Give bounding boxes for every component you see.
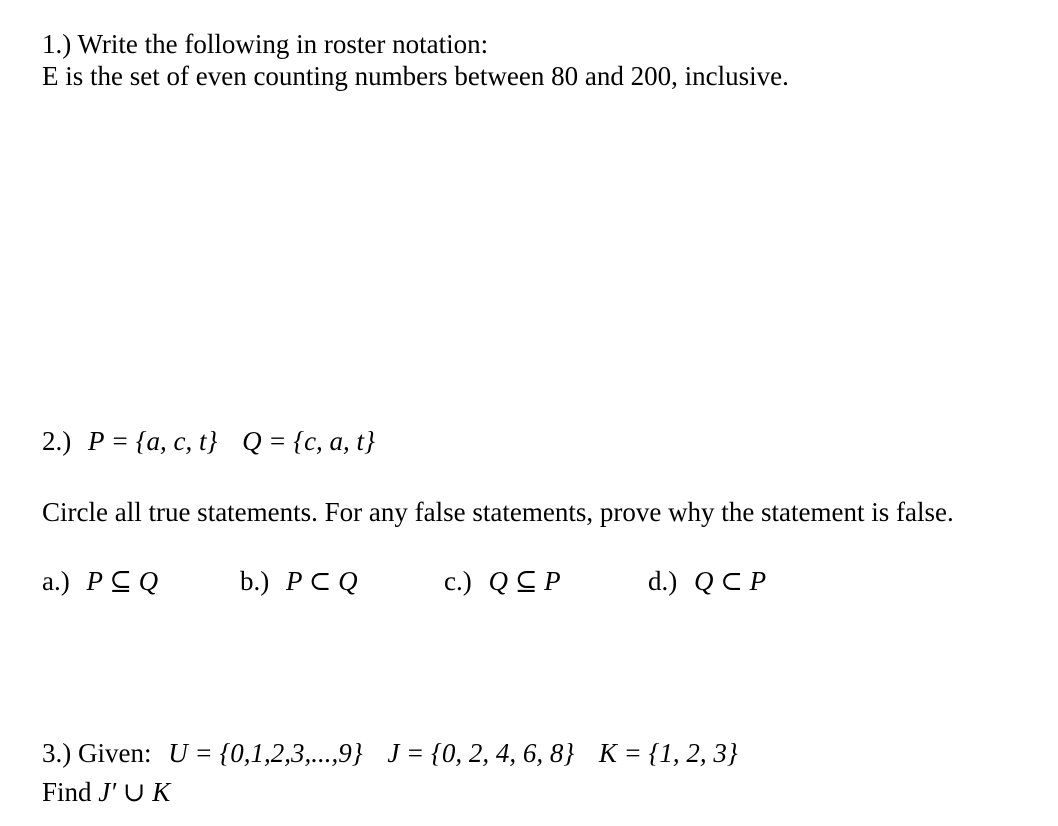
- question-3-given: [42, 737, 738, 769]
- set-k-definition: K = {1, 2, 3}: [598, 738, 738, 768]
- set-j-definition: J = {0, 2, 4, 6, 8}: [387, 738, 575, 768]
- question-1-description: E is the set of even counting numbers between 80 and 200, inclusive.: [42, 61, 789, 91]
- option-d-statement: Q ⊂ P: [694, 566, 767, 596]
- question-3-number: 3.): [42, 738, 72, 768]
- option-b-statement: P ⊂ Q: [286, 566, 358, 596]
- question-2-instructions: Circle all true statements. For any false statements, prove why the statement is false.: [42, 497, 954, 527]
- option-b-label: b.): [240, 566, 270, 596]
- question-2-sets: [42, 425, 375, 457]
- given-label: Given:: [78, 738, 152, 768]
- option-b: [240, 565, 358, 597]
- option-d-label: d.): [648, 566, 678, 596]
- option-a: [42, 565, 158, 597]
- option-d: [648, 565, 766, 597]
- set-u-definition: U = {0,1,2,3,...,9}: [168, 738, 363, 768]
- find-label: Find: [42, 777, 92, 807]
- option-a-statement: P ⊆ Q: [86, 566, 159, 596]
- option-c: [444, 565, 561, 597]
- set-q-definition: Q = {c, a, t}: [242, 426, 375, 456]
- set-p-definition: P = {a, c, t}: [88, 426, 218, 456]
- question-1-prompt: 1.) Write the following in roster notation:: [42, 29, 489, 59]
- find-expression: J′ ∪ K: [98, 777, 171, 807]
- option-c-label: c.): [444, 566, 472, 596]
- option-c-statement: Q ⊆ P: [488, 566, 561, 596]
- option-a-label: a.): [42, 566, 70, 596]
- question-2-number: 2.): [42, 426, 72, 456]
- question-3-find: [42, 776, 170, 808]
